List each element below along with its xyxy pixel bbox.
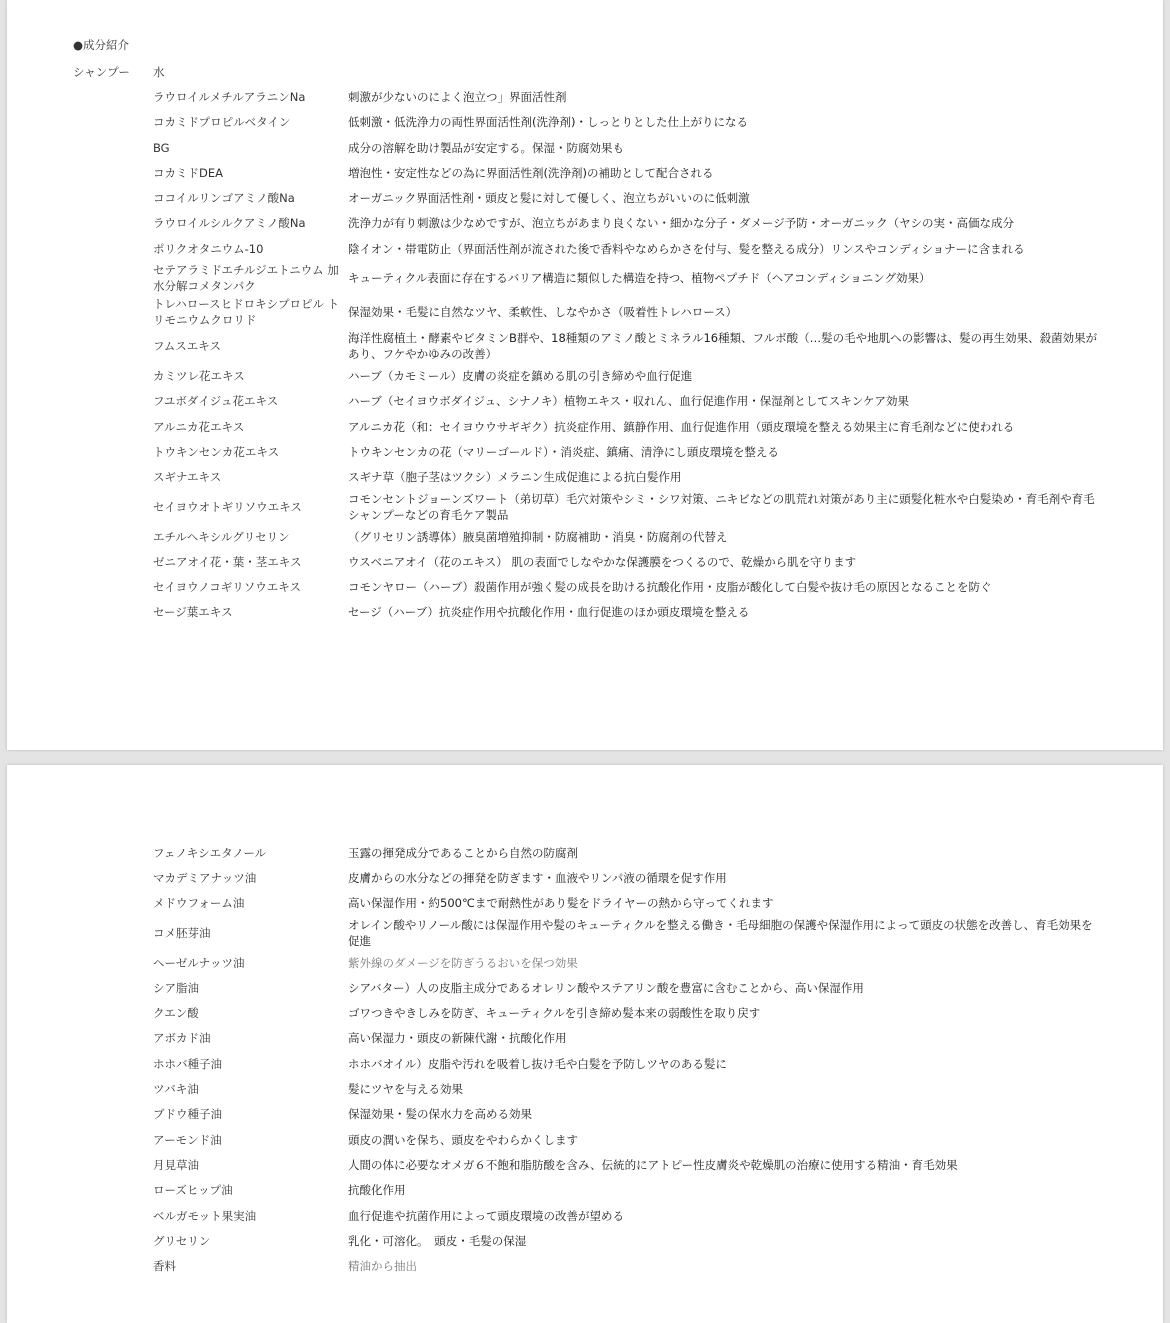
ingredient-description: 高い保湿力・頭皮の新陳代謝・抗酸化作用	[348, 1031, 567, 1046]
ingredient-name: シア脂油	[153, 980, 199, 995]
ingredient-description: コモンヤロー（ハーブ）殺菌作用が強く髪の成長を助ける抗酸化作用・皮脂が酸化して白髪や抜け毛の原因となることを防ぐ	[348, 580, 992, 595]
ingredient-row	[153, 1228, 1103, 1253]
ingredient-description: 血行促進や抗菌作用によって頭皮環境の改善が望める	[348, 1208, 624, 1223]
ingredient-row	[153, 211, 1103, 236]
document-page-2	[7, 765, 1163, 1323]
ingredient-name: コカミドプロピルベタイン	[153, 115, 291, 130]
ingredient-description: 皮膚からの水分などの揮発を防ぎます・血液やリンパ液の循環を促す作用	[348, 870, 727, 885]
ingredient-row	[153, 549, 1103, 574]
ingredient-name: BG	[153, 140, 170, 155]
ingredient-row	[153, 465, 1103, 490]
ingredient-name: 香料	[153, 1259, 176, 1274]
ingredient-description: ハーブ（カモミール）皮膚の炎症を鎮める肌の引き締めや血行促進	[348, 369, 693, 384]
ingredient-list	[153, 840, 1103, 1279]
ingredient-row	[153, 1203, 1103, 1228]
ingredient-name: コカミドDEA	[153, 165, 223, 180]
ingredient-row	[153, 1026, 1103, 1051]
ingredient-name: ローズヒップ油	[153, 1183, 233, 1198]
ingredient-row	[153, 295, 1103, 329]
ingredient-description: セージ（ハーブ）抗炎症作用や抗酸化作用・血行促進のほか頭皮環境を整える	[348, 605, 750, 620]
ingredient-name: アボカド油	[153, 1031, 211, 1046]
ingredient-row	[153, 1178, 1103, 1203]
ingredient-name: スギナエキス	[153, 470, 222, 485]
ingredient-name: エチルヘキシルグリセリン	[153, 529, 290, 544]
ingredient-name: カミツレ花エキス	[153, 369, 245, 384]
ingredient-name: セテアラミドエチルジエトニウム 加水分解コメタンパク	[153, 263, 339, 294]
ingredient-name: ベルガモット果実油	[153, 1208, 257, 1223]
ingredient-name: アルニカ花エキス	[153, 419, 245, 434]
category-label: シャンプー	[73, 65, 130, 79]
ingredient-name: アーモンド油	[153, 1132, 222, 1147]
ingredient-row	[153, 185, 1103, 210]
ingredient-row	[153, 1253, 1103, 1278]
ingredient-name: ツバキ油	[153, 1082, 199, 1097]
ingredient-name: ゼニアオイ花・葉・茎エキス	[153, 554, 302, 569]
ingredient-description: スギナ草（胞子茎はツクシ）メラニン生成促進による抗白髪作用	[348, 470, 682, 485]
ingredient-row	[153, 916, 1103, 950]
ingredient-row	[153, 135, 1103, 160]
ingredient-row	[153, 261, 1103, 295]
ingredient-description: 高い保湿作用・約500℃まで耐熱性があり髪をドライヤーの熱から守ってくれます	[348, 896, 774, 911]
ingredient-name: フユボダイジュ花エキス	[153, 394, 279, 409]
ingredient-description: 増泡性・安定性などの為に界面活性剤(洗浄剤)の補助として配合される	[348, 165, 714, 180]
ingredient-row	[153, 160, 1103, 185]
ingredient-description: コモンセントジョーンズワート（弟切草）毛穴対策やシミ・シワ対策、ニキビなどの肌荒れ対策があり主に頭髪化粧水や白髪染め・育毛剤や育毛シャンプーなどの育毛ケア製品	[348, 491, 1095, 522]
ingredient-name: トレハロースヒドロキシプロピル トリモニウムクロリド	[153, 297, 340, 328]
ingredient-row	[153, 840, 1103, 865]
ingredient-description: 低刺激・低洗浄力の両性界面活性剤(洗浄剤)・しっとりとした仕上がりになる	[348, 115, 748, 130]
ingredient-description: オーガニック界面活性剤・頭皮と髪に対して優しく、泡立ちがいいのに低刺激	[348, 191, 750, 206]
ingredient-description: ウスベニアオイ（花のエキス） 肌の表面でしなやかな保護膜をつくるので、乾燥から肌を守ります	[348, 554, 857, 569]
ingredient-list	[153, 59, 1103, 625]
ingredient-row	[153, 490, 1103, 524]
ingredient-name: コメ胚芽油	[153, 925, 211, 940]
ingredient-row	[153, 600, 1103, 625]
ingredient-description: トウキンセンカの花（マリーゴールド）・消炎症、鎮痛、清浄にし頭皮環境を整える	[348, 444, 779, 459]
ingredient-name: ヘーゼルナッツ油	[153, 955, 245, 970]
ingredient-name: フェノキシエタノール	[153, 845, 267, 860]
ingredient-row	[153, 414, 1103, 439]
ingredient-row	[153, 1127, 1103, 1152]
ingredient-description: 洗浄力が有り刺激は少なめですが、泡立ちがあまり良くない・細かな分子・ダメージ予防・オーガニック（ヤシの実・高価な成分	[348, 216, 1014, 231]
ingredient-description: 陰イオン・帯電防止（界面活性剤が流された後で香料やなめらかさを付与、髪を整える成分）リンスやコンディショナーに含まれる	[348, 241, 1025, 256]
ingredient-name: セイヨウノコギリソウエキス	[153, 580, 302, 595]
ingredient-name: マカデミアナッツ油	[153, 870, 257, 885]
ingredient-description: 成分の溶解を助け製品が安定する。保湿・防腐効果も	[348, 140, 624, 155]
ingredient-row	[153, 1152, 1103, 1177]
ingredient-row	[153, 1051, 1103, 1076]
ingredient-name: トウキンセンカ花エキス	[153, 444, 280, 459]
ingredient-row	[153, 236, 1103, 261]
ingredient-description: 刺激が少ないのによく泡立つ」界面活性剤	[348, 89, 567, 104]
ingredient-description: キューティクル表面に存在するバリア構造に類似した構造を持つ、植物ペプチド（ヘアコンディショニング効果）	[348, 271, 931, 286]
ingredient-row	[153, 891, 1103, 916]
ingredient-row	[153, 439, 1103, 464]
ingredient-name: ブドウ種子油	[153, 1107, 222, 1122]
ingredient-name: ココイルリンゴアミノ酸Na	[153, 191, 295, 206]
ingredient-name: グリセリン	[153, 1233, 211, 1248]
ingredient-name: クエン酸	[153, 1006, 199, 1021]
ingredient-row	[153, 1102, 1103, 1127]
ingredient-row	[153, 950, 1103, 975]
ingredient-description: 抗酸化作用	[348, 1183, 406, 1198]
ingredient-description: オレイン酸やリノール酸には保湿作用や髪のキューティクルを整える働き・毛母細胞の保護や保湿作用によって頭皮の状態を改善し、育毛効果を促進	[348, 917, 1093, 948]
ingredient-description: （グリセリン誘導体）腋臭菌増殖抑制・防腐補助・消臭・防腐剤の代替え	[348, 529, 728, 544]
ingredient-name: フムスエキス	[153, 339, 221, 354]
ingredient-description: 紫外線のダメージを防ぎうるおいを保つ効果	[348, 955, 578, 970]
ingredient-description: 髪にツヤを与える効果	[348, 1082, 463, 1097]
ingredient-description: 玉露の揮発成分であることから自然の防腐剤	[348, 845, 578, 860]
ingredient-description: ハーブ（セイヨウボダイジュ、シナノキ）植物エキス・収れん、血行促進作用・保湿剤としてスキンケア効果	[348, 394, 909, 409]
ingredient-description: 人間の体に必要なオメガ６不飽和脂肪酸を含み、伝統的にアトピー性皮膚炎や乾燥肌の治療に使用する精油・育毛効果	[348, 1157, 958, 1172]
ingredient-row	[153, 975, 1103, 1000]
ingredient-description: アルニカ花（和：セイヨウウサギギク）抗炎症作用、鎮静作用、血行促進作用（頭皮環境を整える効果主に育毛剤などに使われる	[348, 419, 1015, 434]
ingredient-row	[153, 524, 1103, 549]
ingredient-description: 保湿効果・髪の保水力を高める効果	[348, 1107, 532, 1122]
ingredient-row	[153, 363, 1103, 388]
ingredient-name: 月見草油	[153, 1157, 199, 1172]
ingredient-row	[153, 865, 1103, 890]
ingredient-description: 頭皮の潤いを保ち、頭皮をやわらかくします	[348, 1132, 578, 1147]
ingredient-name: ポリクオタニウム-10	[153, 241, 264, 256]
ingredient-description: 乳化・可溶化。 頭皮・毛髪の保湿	[348, 1233, 527, 1248]
ingredient-row	[153, 1076, 1103, 1101]
ingredient-name: ラウロイルメチルアラニンNa	[153, 89, 306, 104]
ingredient-name: ホホバ種子油	[153, 1056, 222, 1071]
ingredient-description: ホホバオイル）皮脂や汚れを吸着し抜け毛や白髪を予防しツヤのある髪に	[348, 1056, 727, 1071]
ingredient-name: メドウフォーム油	[153, 896, 245, 911]
ingredient-name: 水	[153, 64, 165, 79]
document-page-1	[7, 0, 1163, 750]
ingredient-row	[153, 84, 1103, 109]
ingredient-row	[153, 329, 1103, 363]
ingredient-name: セイヨウオトギリソウエキス	[153, 499, 302, 514]
ingredient-row	[153, 110, 1103, 135]
ingredient-description: 保湿効果・毛髪に自然なツヤ、柔軟性、しなやかさ（吸着性トレハロース）	[348, 305, 738, 320]
section-heading: ●成分紹介	[73, 38, 130, 52]
ingredient-description: シアバター）人の皮脂主成分であるオレリン酸やステアリン酸を豊富に含むことから、高い保湿作用	[348, 980, 864, 995]
ingredient-row	[153, 574, 1103, 599]
ingredient-description: 精油から抽出	[348, 1259, 417, 1274]
ingredient-row	[153, 59, 1103, 84]
ingredient-name: ラウロイルシルクアミノ酸Na	[153, 216, 306, 231]
ingredient-row	[153, 1000, 1103, 1025]
ingredient-row	[153, 389, 1103, 414]
ingredient-name: セージ葉エキス	[153, 605, 233, 620]
ingredient-description: ゴワつきやきしみを防ぎ、キューティクルを引き締め髪本来の弱酸性を取り戻す	[348, 1006, 761, 1021]
ingredient-description: 海洋性腐植土・酵素やビタミンB群や、18種類のアミノ酸とミネラル16種類、フルボ酸（…髪の毛や地肌への影響は、髪の再生効果、殺菌効果があり、フケやかゆみの改善）	[348, 331, 1098, 362]
